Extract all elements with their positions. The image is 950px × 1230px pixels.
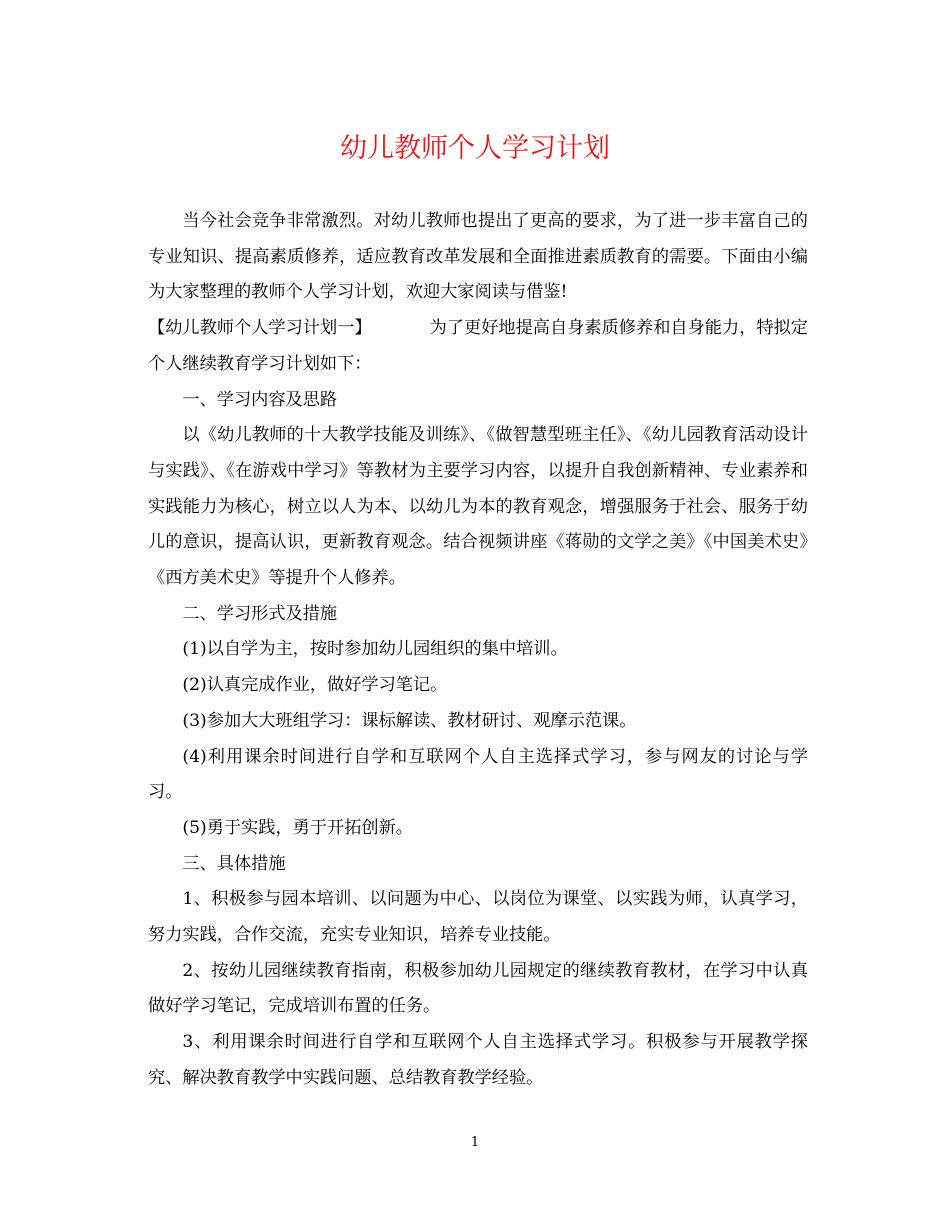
- part2-item: (5)勇于实践，勇于开拓创新。: [182, 817, 413, 838]
- part2-heading: 二、学习形式及措施: [182, 603, 338, 624]
- part2-item: (1)以自学为主，按时参加幼儿园组织的集中培训。: [182, 639, 568, 660]
- intro-paragraph: 当今社会竞争非常激烈。对幼儿教师也提出了更高的要求，为了进一步丰富自己的专业知识、提高素质修养，适应教育改革发展和全面推进素质教育的需要。下面由小编为大家整理的教师个人学习计划，欢迎大家阅读与借鉴!: [148, 211, 808, 303]
- part1-paragraph: 以《幼儿教师的十大教学技能及训练》、《做智慧型班主任》、《幼儿园教育活动设计与实践》、《在游戏中学习》等教材为主要学习内容，以提升自我创新精神、专业素养和实践能力为核心，树立以人为本、以幼儿为本的教育观念，增强服务于社会、服务于幼儿的意识，提高认识，更新教育观念。结合视频讲座《蒋勋的文学之美》《中国美术史》《西方美术史》等提升个人修养。: [148, 425, 808, 589]
- section-paragraph: [148, 311, 808, 382]
- document-title: 幼儿教师个人学习计划: [340, 133, 610, 164]
- part2-item: (4)利用课余时间进行自学和互联网个人自主选择式学习，参与网友的讨论与学习。: [148, 746, 808, 803]
- part3-item: 2、按幼儿园继续教育指南，积极参加幼儿园规定的继续教育教材，在学习中认真做好学习笔记，完成培训布置的任务。: [148, 960, 808, 1017]
- page-number: 1: [470, 1135, 480, 1150]
- part2-item: (2)认真完成作业，做好学习笔记。: [182, 675, 448, 696]
- part3-item: 1、积极参与园本培训、以问题为中心、以岗位为课堂、以实践为师，认真学习，努力实践，合作交流，充实专业知识，培养专业技能。: [148, 889, 808, 946]
- part3-item: 3、利用课余时间进行自学和互联网个人自主选择式学习。积极参与开展教学探究、解决教育教学中实践问题、总结教育教学经验。: [148, 1032, 808, 1088]
- part2-item: (3)参加大大班组学习：课标解读、教材研讨、观摩示范课。: [182, 710, 637, 731]
- part3-heading: 三、具体措施: [182, 853, 286, 874]
- document-body: [148, 204, 808, 1097]
- section-heading: 【幼儿教师个人学习计划一】: [148, 318, 372, 339]
- part1-heading: 一、学习内容及思路: [182, 389, 338, 410]
- section-intro: 为了更好地提高自身素质修养和自身能力，特拟定个人继续教育学习计划如下：: [148, 318, 808, 374]
